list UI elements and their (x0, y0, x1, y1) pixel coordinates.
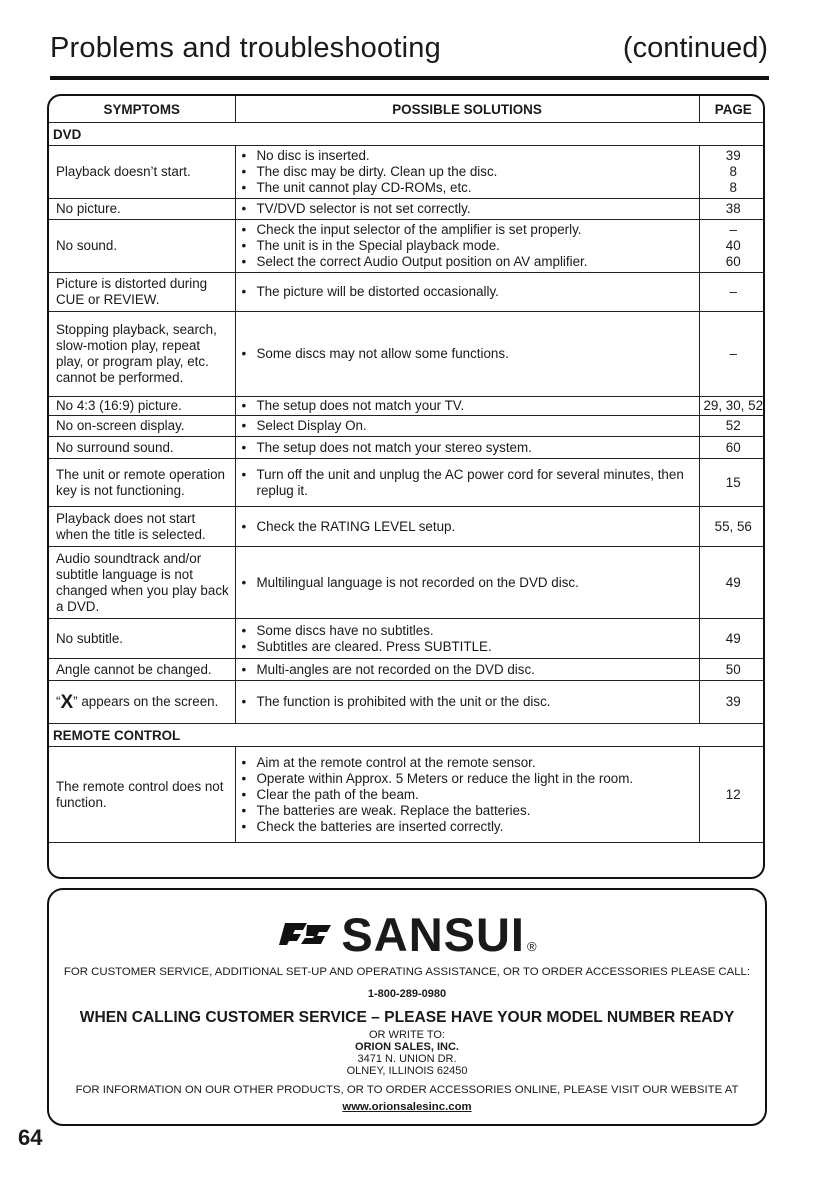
solutions-cell (235, 397, 699, 416)
city-address: OLNEY, ILLINOIS 62450 (346, 1065, 468, 1077)
symptom-cell: Angle cannot be changed. (49, 659, 235, 681)
solutions-cell (235, 220, 699, 273)
symptom-cell: Picture is distorted during CUE or REVIEW. (49, 273, 235, 312)
symptom-cell: No 4:3 (16:9) picture. (49, 397, 235, 416)
troubleshooting-table (49, 96, 765, 843)
col-page-header: PAGE (699, 96, 765, 123)
continued-label: (continued) (622, 32, 768, 64)
solutions-cell (235, 199, 699, 220)
page-reference: 39 (725, 694, 741, 709)
symptom-open-quote: “ (56, 693, 61, 709)
solution-item: • The batteries are weak. Replace the batteries. (242, 803, 695, 819)
solution-item: • The unit cannot play CD-ROMs, etc. (242, 180, 695, 196)
symptom-cell: Playback doesn’t start. (49, 146, 235, 199)
page-reference: 40 (725, 238, 741, 253)
table-row (49, 199, 765, 220)
table-row (49, 146, 765, 199)
page-cell (699, 681, 765, 724)
solution-item: • The unit is in the Special playback mode. (242, 238, 695, 254)
sansui-logo (49, 908, 765, 960)
solutions-cell (235, 459, 699, 507)
solution-item: • Operate within Approx. 5 Meters or reduce the light in the room. (242, 771, 695, 787)
sansui-emblem-icon (277, 917, 335, 951)
section-title: DVD (49, 123, 765, 146)
solution-item: • Multi-angles are not recorded on the DVD disc. (242, 662, 695, 678)
page-title: Problems and troubleshooting (50, 32, 441, 64)
calling-notice: WHEN CALLING CUSTOMER SERVICE – PLEASE HAVE YOUR MODEL NUMBER READY (79, 1009, 735, 1026)
page-cell (699, 437, 765, 459)
solution-item: • The picture will be distorted occasionally. (242, 284, 695, 300)
solutions-cell (235, 437, 699, 459)
page-cell (699, 459, 765, 507)
solution-item: • No disc is inserted. (242, 148, 695, 164)
symptom-cell (49, 681, 235, 724)
solution-item: • TV/DVD selector is not set correctly. (242, 201, 695, 217)
table-row (49, 659, 765, 681)
page-reference: 8 (729, 180, 737, 195)
page-cell (699, 659, 765, 681)
symptom-cell: Stopping playback, search, slow-motion play, repeat play, or program play, etc. cannot be performed. (49, 312, 235, 397)
solutions-cell (235, 659, 699, 681)
solution-item: • The setup does not match your stereo system. (242, 440, 695, 456)
solution-item: • The setup does not match your TV. (242, 398, 695, 414)
page-cell (699, 747, 765, 843)
symptom-text: ” appears on the screen. (73, 693, 219, 709)
website-info-text: FOR INFORMATION ON OUR OTHER PRODUCTS, OR TO ORDER ACCESSORIES ONLINE, PLEASE VISIT OUR WEBSITE AT (75, 1084, 739, 1096)
table-row (49, 397, 765, 416)
symptom-cell: No on-screen display. (49, 416, 235, 437)
table-row (49, 416, 765, 437)
page-cell (699, 146, 765, 199)
solution-item: • Check the batteries are inserted correctly. (242, 819, 695, 835)
page-reference: 8 (729, 164, 737, 179)
table-row (49, 437, 765, 459)
page-reference: 49 (725, 630, 741, 646)
table-header-row (49, 96, 765, 123)
page-reference: 49 (725, 574, 741, 590)
solutions-cell (235, 416, 699, 437)
page-reference: 55, 56 (714, 518, 752, 534)
solutions-cell (235, 747, 699, 843)
page-cell (699, 619, 765, 659)
table-row (49, 220, 765, 273)
solutions-cell (235, 681, 699, 724)
page-reference: – (729, 284, 737, 299)
table-row (49, 681, 765, 724)
page-reference: – (729, 346, 737, 361)
page-number: 64 (18, 1125, 43, 1150)
section-row (49, 123, 765, 146)
solutions-cell (235, 547, 699, 619)
solution-item: • Select the correct Audio Output position on AV amplifier. (242, 254, 695, 270)
table-row (49, 312, 765, 397)
solutions-cell (235, 507, 699, 547)
company-name-text: ORION SALES, INC. (355, 1041, 459, 1053)
page-cell (699, 416, 765, 437)
page-cell (699, 547, 765, 619)
table-row (49, 619, 765, 659)
symptom-cell: No picture. (49, 199, 235, 220)
page-cell (699, 220, 765, 273)
col-solutions-header: POSSIBLE SOLUTIONS (235, 96, 699, 123)
company-name (49, 1041, 765, 1054)
customer-service-box (47, 888, 767, 1126)
or-write-to: OR WRITE TO: (369, 1029, 445, 1041)
solution-item: • Clear the path of the beam. (242, 787, 695, 803)
col-symptoms-header: SYMPTOMS (49, 96, 235, 123)
table-row (49, 459, 765, 507)
solutions-cell (235, 312, 699, 397)
page-reference: 29, 30, 52 (703, 398, 764, 413)
service-call-text: FOR CUSTOMER SERVICE, ADDITIONAL SET-UP AND OPERATING ASSISTANCE, OR TO ORDER ACCESSORIES PLEASE CALL: (63, 966, 751, 978)
solutions-cell (235, 273, 699, 312)
solution-item: • Check the input selector of the amplifier is set properly. (242, 222, 695, 238)
registered-mark: ® (527, 938, 537, 954)
symptom-cell: The remote control does not function. (49, 747, 235, 843)
solutions-cell (235, 619, 699, 659)
brand-name: SANSUI (341, 907, 525, 961)
solution-item: • Some discs have no subtitles. (242, 623, 695, 639)
page-header (50, 32, 770, 72)
phone-number: 1-800-289-0980 (367, 988, 447, 1000)
page-reference: – (729, 222, 737, 237)
table-row (49, 507, 765, 547)
page-reference: 38 (725, 201, 741, 216)
page-reference: 60 (725, 254, 741, 269)
solution-item: • Subtitles are cleared. Press SUBTITLE. (242, 639, 695, 655)
page-reference: 52 (725, 418, 741, 433)
page-cell (699, 397, 765, 416)
page-reference: 60 (725, 439, 741, 455)
page-reference: 50 (725, 661, 741, 677)
prohibited-mark-icon: X (60, 691, 74, 713)
solution-item: • The function is prohibited with the unit or the disc. (242, 694, 695, 710)
table-row (49, 747, 765, 843)
header-rule (50, 76, 769, 80)
symptom-cell: No sound. (49, 220, 235, 273)
section-row (49, 724, 765, 747)
symptom-cell: The unit or remote operation key is not functioning. (49, 459, 235, 507)
street-address: 3471 N. UNION DR. (357, 1053, 457, 1065)
symptom-cell: No subtitle. (49, 619, 235, 659)
solution-item: • Some discs may not allow some functions. (242, 346, 695, 362)
page-cell (699, 273, 765, 312)
page-reference: 12 (725, 786, 741, 802)
solution-item: • Check the RATING LEVEL setup. (242, 519, 695, 535)
page-cell (699, 312, 765, 397)
solutions-cell (235, 146, 699, 199)
solution-item: • Turn off the unit and unplug the AC power cord for several minutes, then replug it. (242, 467, 695, 499)
solution-item: • Aim at the remote control at the remote sensor. (242, 755, 695, 771)
solution-item: • Select Display On. (242, 418, 695, 434)
section-title: REMOTE CONTROL (49, 724, 765, 747)
page-cell (699, 199, 765, 220)
troubleshooting-table-frame (47, 94, 765, 879)
page-reference: 39 (725, 148, 741, 163)
solution-item: • Multilingual language is not recorded on the DVD disc. (242, 575, 695, 591)
symptom-cell: Audio soundtrack and/or subtitle language is not changed when you play back a DVD. (49, 547, 235, 619)
symptom-cell: Playback does not start when the title is selected. (49, 507, 235, 547)
solution-item: • The disc may be dirty. Clean up the disc. (242, 164, 695, 180)
table-row (49, 547, 765, 619)
page-reference: 15 (725, 474, 741, 490)
symptom-cell: No surround sound. (49, 437, 235, 459)
page-cell (699, 507, 765, 547)
website-link[interactable]: www.orionsalesinc.com (342, 1101, 472, 1113)
table-row (49, 273, 765, 312)
